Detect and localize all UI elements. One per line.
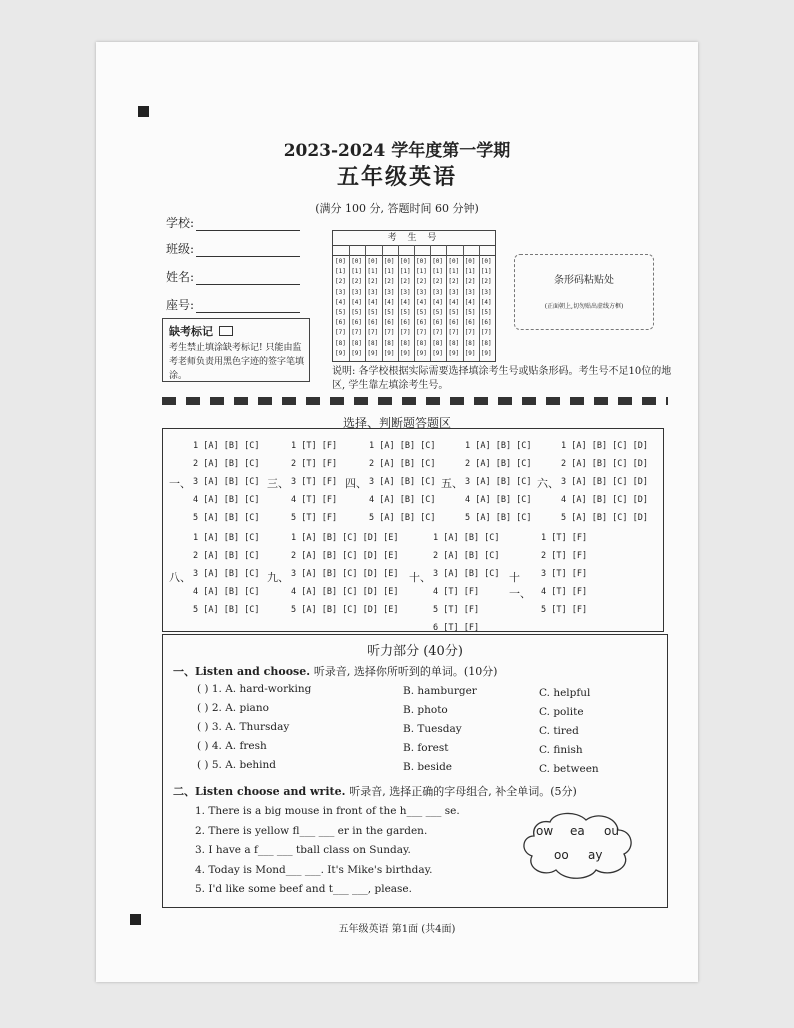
id-digit-bubble[interactable]: [7] xyxy=(432,329,444,337)
options-cloud xyxy=(514,808,638,882)
id-digit-bubble[interactable]: [1] xyxy=(335,268,346,276)
id-digit-bubble[interactable]: [6] xyxy=(367,319,379,327)
id-digit-bubble[interactable]: [3] xyxy=(448,288,460,296)
choice-option: C. tired xyxy=(539,725,579,737)
answer-row[interactable]: 1 [A] [B] [C] xyxy=(433,533,500,543)
id-digit-bubble[interactable]: [8] xyxy=(335,339,346,347)
fill-blank-sentence: 3. I have a f___ ___ tball class on Sunday. xyxy=(195,844,411,856)
id-digit-bubble[interactable]: [6] xyxy=(448,319,460,327)
answer-group-label: 十、 xyxy=(409,571,431,584)
answer-sheet-box xyxy=(162,428,664,632)
answer-row[interactable]: 2 [A] [B] [C] xyxy=(433,551,500,561)
id-grid-column-line xyxy=(365,245,366,361)
answer-row[interactable]: 1 [T] [F] xyxy=(291,441,338,451)
id-digit-bubble[interactable]: [1] xyxy=(464,268,476,276)
id-digit-bubble[interactable]: [8] xyxy=(351,339,363,347)
id-digit-bubble[interactable]: [6] xyxy=(432,319,444,327)
id-grid-column-line xyxy=(382,245,383,361)
id-digit-bubble[interactable]: [0] xyxy=(383,258,395,265)
class-field[interactable]: 班级: xyxy=(166,240,300,257)
id-digit-bubble[interactable]: [6] xyxy=(351,319,363,327)
answer-group-label: 九、 xyxy=(267,571,289,584)
choice-question: ( ) 5. A. behind xyxy=(197,759,277,771)
choice-option: B. Tuesday xyxy=(403,723,462,735)
page-footer: 五年级英语 第1面 (共4面) xyxy=(338,924,456,935)
id-digit-bubble[interactable]: [2] xyxy=(416,278,427,286)
choice-option: B. hamburger xyxy=(403,685,477,697)
id-grid-column-line xyxy=(463,245,464,361)
id-digit-bubble[interactable]: [7] xyxy=(448,329,460,337)
id-digit-bubble[interactable]: [9] xyxy=(383,349,395,357)
answer-row[interactable]: 5 [T] [F] xyxy=(291,513,338,523)
name-field[interactable]: 姓名: xyxy=(166,268,300,285)
absent-checkbox[interactable] xyxy=(219,326,233,336)
id-digit-bubble[interactable]: [1] xyxy=(416,268,427,276)
id-digit-bubble[interactable]: [5] xyxy=(367,309,379,316)
id-digit-bubble[interactable]: [8] xyxy=(367,339,379,347)
exam-subject: 五年级英语 xyxy=(336,164,457,190)
choice-question: ( ) 2. A. piano xyxy=(197,702,269,714)
option-ow: ow xyxy=(536,824,554,838)
listening-title: 听力部分 (40分) xyxy=(367,644,463,659)
answer-row[interactable]: 4 [T] [F] xyxy=(541,587,588,597)
id-digit-bubble[interactable]: [4] xyxy=(416,298,427,306)
id-digit-bubble[interactable]: [5] xyxy=(416,309,427,316)
id-digit-bubble[interactable]: [5] xyxy=(480,309,492,316)
choice-option: C. between xyxy=(539,763,599,775)
answer-row[interactable]: 4 [A] [B] [C] [D] xyxy=(561,495,648,505)
id-digit-bubble[interactable]: [9] xyxy=(464,349,476,357)
fill-blank-sentence: 4. Today is Mond___ ___. It's Mike's birthday. xyxy=(195,863,433,876)
id-grid-column-line xyxy=(349,245,350,361)
answer-row[interactable]: 2 [A] [B] [C] xyxy=(465,459,532,469)
id-grid-column-line xyxy=(430,245,431,361)
id-digit-bubble[interactable]: [0] xyxy=(367,258,379,265)
id-digit-bubble[interactable]: [2] xyxy=(448,278,460,286)
answer-row[interactable]: 2 [A] [B] [C] [D] xyxy=(561,459,648,469)
id-digit-bubble[interactable]: [4] xyxy=(383,298,395,306)
answer-row[interactable]: 1 [A] [B] [C] xyxy=(193,441,260,451)
barcode-subtitle: (正面朝上,切勿贴出虚线方框) xyxy=(544,303,624,310)
id-digit-bubble[interactable]: [1] xyxy=(432,268,444,276)
answer-group-label: 三、 xyxy=(267,477,289,490)
fill-blank-sentence: 1. There is a big mouse in front of the h___ ___ se. xyxy=(195,805,460,817)
option-oo: oo xyxy=(554,848,569,862)
id-digit-bubble[interactable]: [9] xyxy=(416,349,427,357)
choice-option: B. photo xyxy=(403,704,448,716)
answer-group-label: 四、 xyxy=(345,477,367,490)
id-digit-bubble[interactable]: [8] xyxy=(399,339,411,347)
id-digit-bubble[interactable]: [8] xyxy=(416,339,427,347)
id-digit-bubble[interactable]: [6] xyxy=(464,319,476,327)
answer-row[interactable]: 2 [A] [B] [C] xyxy=(193,551,260,561)
id-digit-bubble[interactable]: [3] xyxy=(432,288,444,296)
id-digit-bubble[interactable]: [4] xyxy=(480,298,492,306)
choice-question: ( ) 1. A. hard-working xyxy=(197,683,312,695)
exam-year: 2023-2024 学年度第一学期 xyxy=(283,141,511,161)
id-digit-bubble[interactable]: [5] xyxy=(335,309,346,316)
id-digit-bubble[interactable]: [1] xyxy=(367,268,379,276)
id-digit-bubble[interactable]: [5] xyxy=(464,309,476,316)
choice-option: C. finish xyxy=(539,744,583,756)
id-digit-bubble[interactable]: [6] xyxy=(335,319,346,327)
id-digit-bubble[interactable]: [8] xyxy=(480,339,492,347)
barcode-area xyxy=(514,254,654,330)
id-digit-bubble[interactable]: [6] xyxy=(383,319,395,327)
id-digit-bubble[interactable]: [5] xyxy=(383,309,395,316)
id-digit-bubble[interactable]: [8] xyxy=(448,339,460,347)
absent-text: 考生禁止填涂缺考标记! 只能由监考老师负责用黑色字迹的签字笔填涂。 xyxy=(169,343,305,381)
fill-blank-sentence: 2. There is yellow fl___ ___ er in the garden. xyxy=(195,824,428,837)
answer-row[interactable]: 3 [T] [F] xyxy=(541,569,588,579)
id-digit-bubble[interactable]: [7] xyxy=(383,329,395,337)
answer-row[interactable]: 1 [A] [B] [C] [D] xyxy=(561,441,648,451)
choice-section-title: 选择、判断题答题区 xyxy=(342,416,451,430)
answer-row[interactable]: 1 [A] [B] [C] xyxy=(369,441,436,451)
choice-question: ( ) 4. A. fresh xyxy=(197,740,267,752)
answer-group-label: 十一、 xyxy=(509,571,531,600)
answer-row[interactable]: 3 [A] [B] [C] xyxy=(193,569,260,579)
id-digit-bubble[interactable]: [6] xyxy=(416,319,427,327)
answer-row[interactable]: 4 [T] [F] xyxy=(291,495,338,505)
answer-row[interactable]: 4 [A] [B] [C] [D] [E] xyxy=(291,587,399,597)
seat-field[interactable]: 座号: xyxy=(166,296,300,313)
id-digit-bubble[interactable]: [7] xyxy=(399,329,411,337)
option-ea: ea xyxy=(570,824,585,838)
answer-row[interactable]: 3 [A] [B] [C] xyxy=(193,477,260,487)
exam-note: (满分 100 分, 答题时间 60 分钟) xyxy=(315,202,479,215)
answer-row[interactable]: 4 [A] [B] [C] xyxy=(465,495,532,505)
id-digit-bubble[interactable]: [1] xyxy=(480,268,492,276)
id-grid-column-line xyxy=(479,245,480,361)
id-digit-bubble[interactable]: [2] xyxy=(399,278,411,286)
id-digit-bubble[interactable]: [9] xyxy=(432,349,444,357)
answer-row[interactable]: 4 [A] [B] [C] xyxy=(193,587,260,597)
answer-row[interactable]: 5 [A] [B] [C] [D] xyxy=(561,513,648,523)
id-grid-column-line xyxy=(414,245,415,361)
answer-row[interactable]: 4 [A] [B] [C] xyxy=(369,495,436,505)
answer-row[interactable]: 3 [A] [B] [C] xyxy=(465,477,532,487)
id-digit-bubble[interactable]: [0] xyxy=(335,258,346,265)
answer-row[interactable]: 5 [T] [F] xyxy=(433,605,480,615)
id-digit-bubble[interactable]: [3] xyxy=(383,288,395,296)
id-digit-bubble[interactable]: [2] xyxy=(367,278,379,286)
answer-row[interactable]: 3 [A] [B] [C] xyxy=(433,569,500,579)
id-digit-bubble[interactable]: [7] xyxy=(335,329,346,337)
id-digit-bubble[interactable]: [7] xyxy=(480,329,492,337)
id-digit-bubble[interactable]: [4] xyxy=(367,298,379,306)
absent-mark-box xyxy=(162,318,310,382)
id-digit-bubble[interactable]: [8] xyxy=(464,339,476,347)
id-digit-bubble[interactable]: [8] xyxy=(383,339,395,347)
answer-row[interactable]: 5 [A] [B] [C] xyxy=(369,513,436,523)
answer-row[interactable]: 5 [A] [B] [C] xyxy=(193,513,260,523)
id-digit-bubble[interactable]: [3] xyxy=(399,288,411,296)
answer-row[interactable]: 2 [A] [B] [C] xyxy=(193,459,260,469)
id-digit-bubble[interactable]: [0] xyxy=(448,258,460,265)
id-digit-bubble[interactable]: [4] xyxy=(432,298,444,306)
id-digit-bubble[interactable]: [2] xyxy=(480,278,492,286)
id-digit-bubble[interactable]: [7] xyxy=(367,329,379,337)
answer-row[interactable]: 1 [T] [F] xyxy=(541,533,588,543)
id-digit-bubble[interactable]: [5] xyxy=(351,309,363,316)
id-grid-title: 考 生 号 xyxy=(333,231,495,246)
answer-row[interactable]: 5 [A] [B] [C] [D] [E] xyxy=(291,605,399,615)
id-digit-bubble[interactable]: [2] xyxy=(351,278,363,286)
id-digit-bubble[interactable]: [7] xyxy=(416,329,427,337)
instruction: 说明: 各学校根据实际需要选择填涂考生号或贴条形码。考生号不足10位的地区, 学生靠左填涂考生号。 xyxy=(332,366,672,391)
id-digit-bubble[interactable]: [4] xyxy=(399,298,411,306)
id-digit-bubble[interactable]: [0] xyxy=(432,258,444,265)
id-digit-bubble[interactable]: [3] xyxy=(480,288,492,296)
id-digit-bubble[interactable]: [0] xyxy=(480,258,492,265)
option-ay: ay xyxy=(588,848,603,862)
answer-row[interactable]: 2 [T] [F] xyxy=(541,551,588,561)
answer-row[interactable]: 2 [A] [B] [C] xyxy=(369,459,436,469)
id-digit-bubble[interactable]: [9] xyxy=(480,349,492,357)
answer-row[interactable]: 2 [T] [F] xyxy=(291,459,338,469)
absent-title: 缺考标记 xyxy=(169,325,213,338)
answer-row[interactable]: 4 [A] [B] [C] xyxy=(193,495,260,505)
id-digit-bubble[interactable]: [6] xyxy=(399,319,411,327)
dashed-divider xyxy=(162,397,668,405)
part2-heading: 二、Listen choose and write. 听录音, 选择正确的字母组合, 补全单词。(5分) xyxy=(173,785,577,798)
id-digit-bubble[interactable]: [5] xyxy=(432,309,444,316)
id-digit-bubble[interactable]: [0] xyxy=(351,258,363,265)
id-digit-bubble[interactable]: [7] xyxy=(351,329,363,337)
choice-question: ( ) 3. A. Thursday xyxy=(197,721,290,733)
id-digit-bubble[interactable]: [0] xyxy=(399,258,411,265)
answer-group-label: 五、 xyxy=(441,477,463,490)
id-digit-bubble[interactable]: [7] xyxy=(464,329,476,337)
exam-sheet xyxy=(96,42,698,982)
cloud-shape xyxy=(514,808,638,882)
id-digit-bubble[interactable]: [9] xyxy=(335,349,346,357)
id-grid-column-line xyxy=(398,245,399,361)
choice-option: C. helpful xyxy=(539,687,591,699)
student-id-grid xyxy=(332,230,496,362)
id-digit-bubble[interactable]: [5] xyxy=(448,309,460,316)
id-digit-bubble[interactable]: [1] xyxy=(448,268,460,276)
id-digit-bubble[interactable]: [4] xyxy=(335,298,346,306)
id-digit-bubble[interactable]: [2] xyxy=(335,278,346,286)
answer-row[interactable]: 5 [T] [F] xyxy=(541,605,588,615)
answer-row[interactable]: 6 [T] [F] xyxy=(433,623,480,633)
fill-blank-sentence: 5. I'd like some beef and t___ ___, please. xyxy=(195,883,412,895)
id-digit-bubble[interactable]: [8] xyxy=(432,339,444,347)
id-digit-bubble[interactable]: [1] xyxy=(383,268,395,276)
option-ou: ou xyxy=(604,824,619,838)
answer-group-label: 八、 xyxy=(169,571,191,584)
answer-row[interactable]: 1 [A] [B] [C] xyxy=(193,533,260,543)
school-field[interactable]: 学校: xyxy=(166,214,300,231)
id-digit-bubble[interactable]: [4] xyxy=(448,298,460,306)
answer-row[interactable]: 3 [A] [B] [C] [D] [E] xyxy=(291,569,399,579)
answer-group-label: 六、 xyxy=(537,477,559,490)
answer-row[interactable]: 4 [T] [F] xyxy=(433,587,480,597)
id-digit-bubble[interactable]: [9] xyxy=(351,349,363,357)
answer-row[interactable]: 3 [A] [B] [C] [D] xyxy=(561,477,648,487)
id-digit-bubble[interactable]: [3] xyxy=(351,288,363,296)
id-digit-bubble[interactable]: [0] xyxy=(464,258,476,265)
id-digit-bubble[interactable]: [1] xyxy=(351,268,363,276)
id-digit-bubble[interactable]: [3] xyxy=(367,288,379,296)
id-digit-bubble[interactable]: [4] xyxy=(351,298,363,306)
id-digit-bubble[interactable]: [4] xyxy=(464,298,476,306)
part1-heading: 一、Listen and choose. 听录音, 选择你所听到的单词。(10分) xyxy=(173,665,498,678)
answer-row[interactable]: 3 [T] [F] xyxy=(291,477,338,487)
id-digit-bubble[interactable]: [9] xyxy=(448,349,460,357)
answer-row[interactable]: 5 [A] [B] [C] xyxy=(193,605,260,615)
id-digit-bubble[interactable]: [2] xyxy=(432,278,444,286)
answer-row[interactable]: 3 [A] [B] [C] xyxy=(369,477,436,487)
answer-row[interactable]: 5 [A] [B] [C] xyxy=(465,513,532,523)
choice-option: B. forest xyxy=(403,742,449,754)
id-digit-bubble[interactable]: [0] xyxy=(416,258,427,265)
id-digit-bubble[interactable]: [1] xyxy=(399,268,411,276)
answer-row[interactable]: 2 [A] [B] [C] [D] [E] xyxy=(291,551,399,561)
corner-marker xyxy=(138,106,149,117)
barcode-title: 条形码粘贴处 xyxy=(554,275,614,286)
id-digit-bubble[interactable]: [5] xyxy=(399,309,411,316)
id-grid-column-line xyxy=(446,245,447,361)
id-digit-bubble[interactable]: [9] xyxy=(399,349,411,357)
answer-group-label: 一、 xyxy=(169,477,191,490)
id-digit-bubble[interactable]: [3] xyxy=(416,288,427,296)
choice-option: B. beside xyxy=(403,761,453,773)
id-digit-bubble[interactable]: [9] xyxy=(367,349,379,357)
answer-row[interactable]: 1 [A] [B] [C] xyxy=(465,441,532,451)
id-digit-bubble[interactable]: [2] xyxy=(464,278,476,286)
id-digit-bubble[interactable]: [3] xyxy=(335,288,346,296)
id-digit-bubble[interactable]: [6] xyxy=(480,319,492,327)
id-digit-bubble[interactable]: [3] xyxy=(464,288,476,296)
choice-option: C. polite xyxy=(539,706,584,718)
id-digit-bubble[interactable]: [2] xyxy=(383,278,395,286)
answer-row[interactable]: 1 [A] [B] [C] [D] [E] xyxy=(291,533,399,543)
